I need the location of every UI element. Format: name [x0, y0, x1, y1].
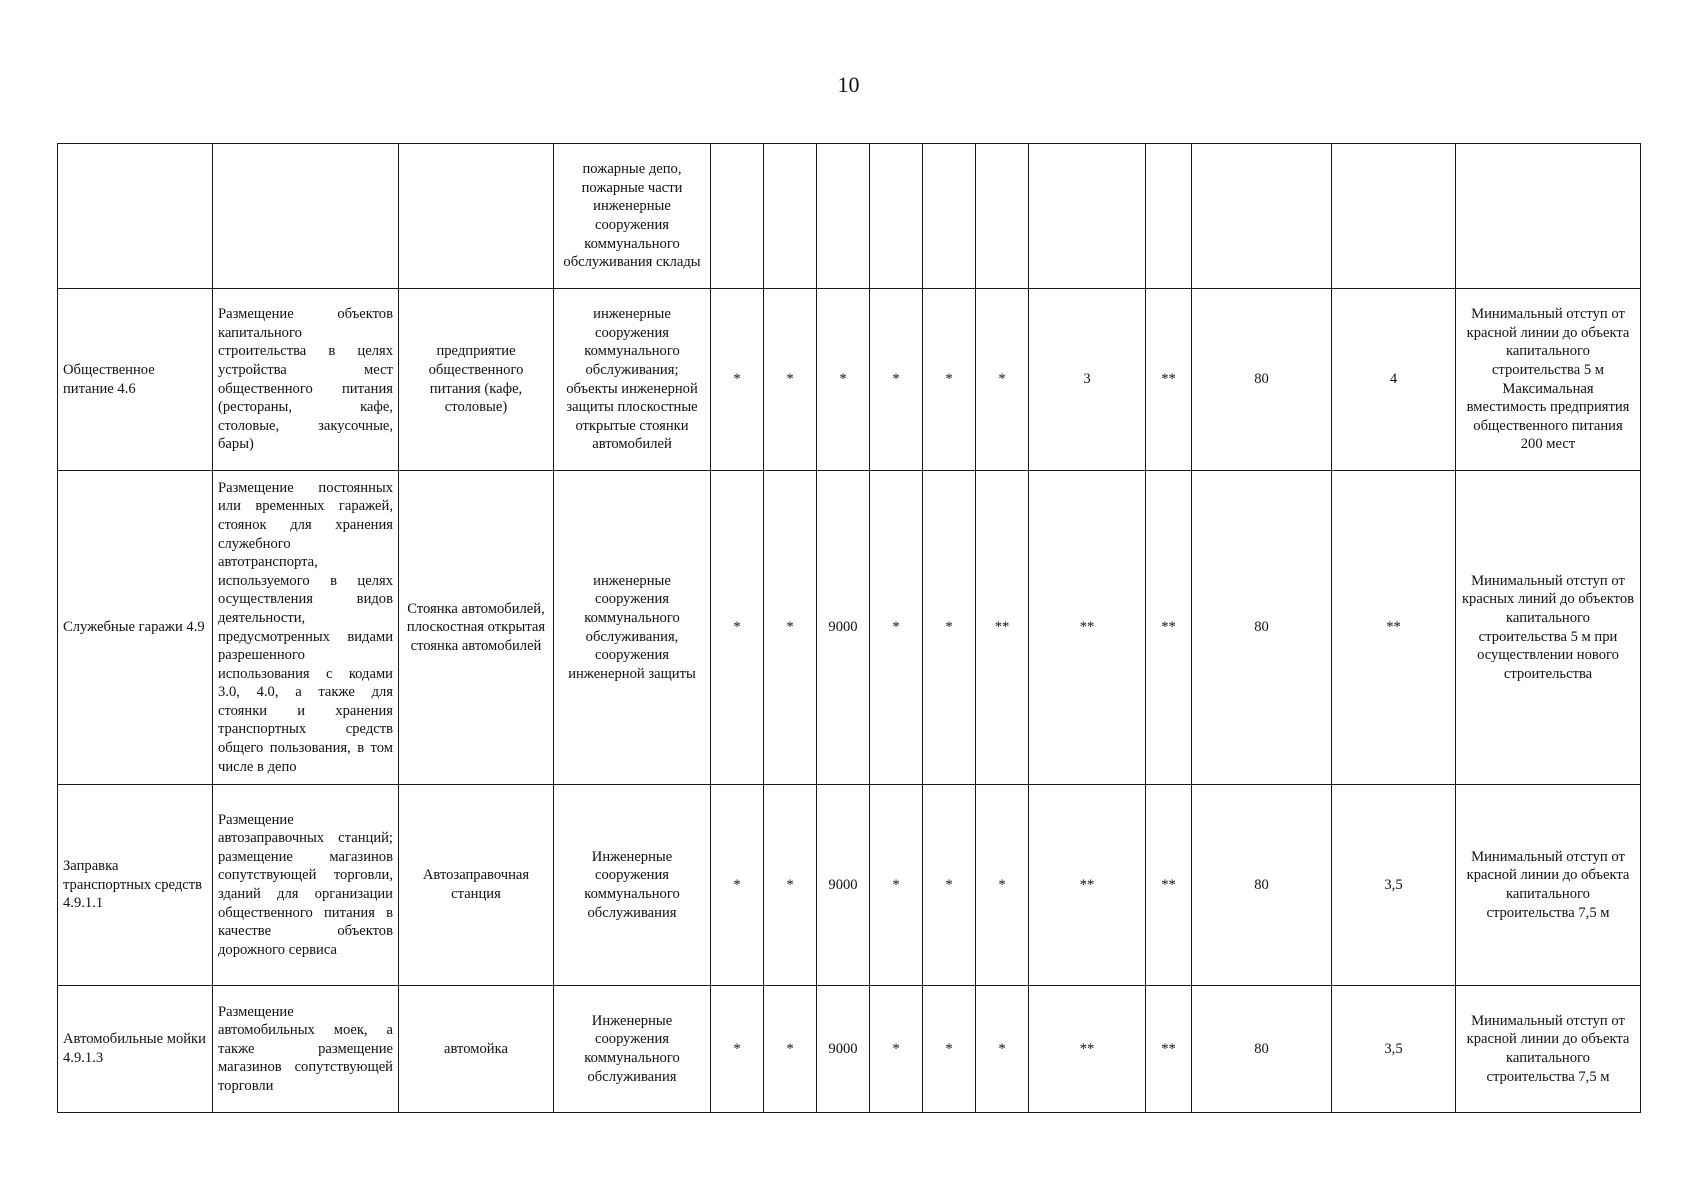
parameter-cell: * — [870, 471, 923, 785]
land-use-description-cell: Размещение автозаправочных станций; размещение магазинов сопутствующей торговли, зданий для организации общественного питания в качестве объектов дорожного сервиса — [213, 785, 399, 986]
parameter-cell — [1332, 144, 1456, 289]
parameter-cell: 3 — [1029, 289, 1146, 471]
parameter-cell: * — [711, 986, 764, 1113]
auxiliary-use-cell: Инженерные сооружения коммунального обслуживания — [554, 785, 711, 986]
parameter-cell — [870, 144, 923, 289]
parameter-cell: ** — [1029, 785, 1146, 986]
parameter-cell: * — [711, 471, 764, 785]
parameter-cell: 9000 — [817, 471, 870, 785]
parameter-cell: * — [976, 986, 1029, 1113]
parameter-cell: * — [711, 289, 764, 471]
parameter-cell — [1146, 144, 1192, 289]
table-row — [58, 144, 1641, 289]
parameter-cell — [764, 144, 817, 289]
parameter-cell: 9000 — [817, 986, 870, 1113]
parameter-cell: * — [817, 289, 870, 471]
land-use-name-cell — [58, 144, 213, 289]
parameter-cell: * — [870, 785, 923, 986]
auxiliary-use-cell: инженерные сооружения коммунального обслуживания, сооружения инженерной защиты — [554, 471, 711, 785]
land-use-description-cell — [213, 144, 399, 289]
parameter-cell: ** — [976, 471, 1029, 785]
parameter-cell — [817, 144, 870, 289]
parameter-cell: * — [870, 986, 923, 1113]
restrictions-note-cell: Минимальный отступ от красной линии до объекта капитального строительства 7,5 м — [1456, 785, 1641, 986]
parameter-cell: 3,5 — [1332, 785, 1456, 986]
land-use-name-cell: Автомобильные мойки 4.9.1.3 — [58, 986, 213, 1113]
auxiliary-use-cell: пожарные депо, пожарные части инженерные сооружения коммунального обслуживания склады — [554, 144, 711, 289]
land-use-description-cell: Размещение автомобильных моек, а также размещение магазинов сопутствующей торговли — [213, 986, 399, 1113]
parameter-cell: * — [923, 289, 976, 471]
parameter-cell: * — [923, 471, 976, 785]
main-use-cell: Автозаправочная станция — [399, 785, 554, 986]
parameter-cell: ** — [1146, 986, 1192, 1113]
parameter-cell: 80 — [1192, 986, 1332, 1113]
parameter-cell — [1192, 144, 1332, 289]
land-use-description-cell: Размещение объектов капитального строительства в целях устройства мест общественного питания (рестораны, кафе, столовые, закусочные, бары) — [213, 289, 399, 471]
parameter-cell: * — [764, 289, 817, 471]
restrictions-note-cell: Минимальный отступ от красных линий до объектов капитального строительства 5 м при осуществлении нового строительства — [1456, 471, 1641, 785]
land-use-name-cell: Служебные гаражи 4.9 — [58, 471, 213, 785]
parameter-cell: * — [923, 986, 976, 1113]
parameter-cell: 80 — [1192, 289, 1332, 471]
table-row — [58, 289, 1641, 471]
parameter-cell: * — [764, 471, 817, 785]
parameter-cell — [711, 144, 764, 289]
parameter-cell: ** — [1029, 986, 1146, 1113]
main-use-cell — [399, 144, 554, 289]
main-use-cell: предприятие общественного питания (кафе, столовые) — [399, 289, 554, 471]
auxiliary-use-cell: Инженерные сооружения коммунального обслуживания — [554, 986, 711, 1113]
table-row — [58, 986, 1641, 1113]
parameter-cell: * — [870, 289, 923, 471]
parameter-cell: 4 — [1332, 289, 1456, 471]
parameter-cell: * — [976, 289, 1029, 471]
restrictions-note-cell: Минимальный отступ от красной линии до объекта капитального строительства 7,5 м — [1456, 986, 1641, 1113]
parameter-cell: * — [764, 785, 817, 986]
restrictions-note-cell — [1456, 144, 1641, 289]
parameter-cell: 9000 — [817, 785, 870, 986]
land-use-name-cell: Общественное питание 4.6 — [58, 289, 213, 471]
parameter-cell: ** — [1332, 471, 1456, 785]
parameter-cell: * — [711, 785, 764, 986]
parameter-cell — [976, 144, 1029, 289]
parameter-cell: 80 — [1192, 471, 1332, 785]
parameter-cell — [923, 144, 976, 289]
page-number: 10 — [837, 72, 860, 97]
parameter-cell: * — [764, 986, 817, 1113]
main-use-cell: автомойка — [399, 986, 554, 1113]
auxiliary-use-cell: инженерные сооружения коммунального обслуживания; объекты инженерной защиты плоскостные открытые стоянки автомобилей — [554, 289, 711, 471]
land-use-name-cell: Заправка транспортных средств 4.9.1.1 — [58, 785, 213, 986]
parameter-cell: * — [976, 785, 1029, 986]
parameter-cell: ** — [1146, 785, 1192, 986]
parameter-cell: 80 — [1192, 785, 1332, 986]
main-use-cell: Стоянка автомобилей, плоскостная открытая стоянка автомобилей — [399, 471, 554, 785]
parameter-cell: ** — [1146, 471, 1192, 785]
land-use-regulations-table — [57, 143, 1641, 1113]
table-row — [58, 471, 1641, 785]
restrictions-note-cell: Минимальный отступ от красной линии до объекта капитального строительства 5 м Максимальная вместимость предприятия общественного питания 200 мест — [1456, 289, 1641, 471]
parameter-cell: ** — [1146, 289, 1192, 471]
parameter-cell — [1029, 144, 1146, 289]
land-use-description-cell: Размещение постоянных или временных гаражей, стоянок для хранения служебного автотранспорта, используемого в целях осуществления видов деятельности, предусмотренных видами разрешенного использования с кодами 3.0, 4.0, а также для стоянки и хранения транспортных средств общего пользования, в том числе в депо — [213, 471, 399, 785]
parameter-cell: ** — [1029, 471, 1146, 785]
table-row — [58, 785, 1641, 986]
parameter-cell: * — [923, 785, 976, 986]
parameter-cell: 3,5 — [1332, 986, 1456, 1113]
